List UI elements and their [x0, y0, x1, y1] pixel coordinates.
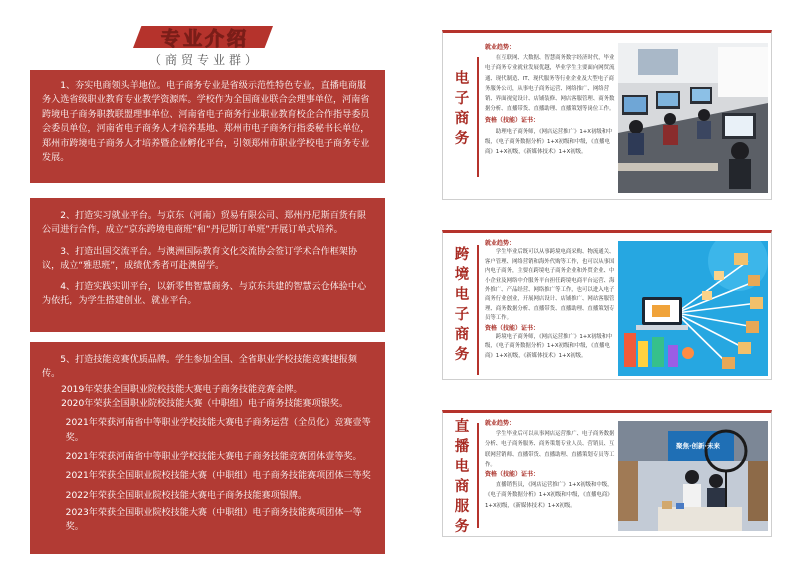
- major-card-cross-border: [442, 230, 772, 380]
- award-item: 2022年荣获全国职业院校技能大赛电子商务技能赛项银牌。: [65, 490, 308, 501]
- job-heading: 就业趋势：: [485, 420, 516, 427]
- cert-heading: 资格（技能）证书：: [485, 324, 540, 332]
- platform-paragraph: 4、打造实践实训平台，以新零售智慧商务、与京东共建的智慧云仓体验中心为依托，为学生搭建创业、就业平台。: [42, 281, 367, 307]
- global-trade-illustration: [618, 241, 768, 376]
- job-heading: 就业趋势：: [485, 44, 516, 51]
- classroom-photo: [618, 43, 768, 193]
- section-header: [125, 24, 285, 74]
- competition-intro: 5、打造技能竞赛优质品牌。学生参加全国、全省职业学校技能竞赛捷报频传。: [42, 355, 357, 380]
- job-heading: 就业趋势：: [485, 240, 516, 247]
- award-item: 2021年荣获全国职业院校技能大赛（中职组）电子商务技能赛项团体三等奖: [65, 471, 371, 482]
- card-title: 跨境电子商务: [454, 246, 470, 363]
- platform-paragraph: 3、打造出国交流平台。与澳洲国际教育文化交流协会签订学术合作框架协议，成立“雅思班”，成绩优秀者可赴澳留学。: [42, 246, 357, 272]
- banner-sign-text: 聚焦·创新·未来: [676, 442, 720, 450]
- job-text: 在互联网、大数据、智慧商务数字经济时代，毕业电子商务专业就业发展优越，毕业学生主要面向网贸流通、现代制造、IT、现代服务等行业企业及大型电子商务服务公司，从事电子商务运营、网络推广、网络营销、界面视觉设计、店铺装修、网店客服管理、商务数据分析、直播带货、直播助理、直播策划等岗位工作。: [485, 55, 615, 113]
- award-item: 2019年荣获全国职业院校技能大赛电子商务技能竞赛金牌。: [61, 384, 303, 395]
- award-item: 2020年荣获全国职业院校技能大赛（中职组）电子商务技能赛项银奖。: [61, 399, 348, 410]
- card-divider: [477, 57, 479, 177]
- platform-paragraph: 2、打造实习就业平台。与京东（河南）贸易有限公司、郑州丹尼斯百货有限公司进行合作，成立“京东跨境电商班”和“丹尼斯订单班”开展订单式培养。: [42, 211, 367, 236]
- page-title: 专业介绍: [160, 28, 249, 50]
- card-title: 电子商务: [454, 70, 470, 147]
- card-text: [485, 239, 615, 361]
- intro-paragraph: 1、夯实电商领头羊地位。电子商务专业是省级示范性特色专业，直播电商服务入选省级职业教育专业教学资源库。学校作为全国商业联合会理事单位，河南省跨境电子商务职教联盟理事单位、河南省电子商务行业职业教育校企合作指导委员会委员单位，河南省电子商务人才培养基地、郑州市电子商务行指委秘书长单位，郑州市跨境电子商务人才培养暨企业孵化平台，引领郑州市职业学校电子商务专业发展。: [42, 81, 370, 164]
- job-text: 学生毕业后既可以从事跨境电商采购、物流通关、客户管理、网络营销和海外代购等工作，也可以从事国内电子商务，主要在跨境电子商务企业和外贸企业、中小企业及网络中介服务平台担任跨境电商平台运营、海外推广、产品经营、网络推广等工作，也可以进入电子商务行业创业，开展网店设计、店铺推广、网站客服管理、商务数据分析、直播带货、直播助理、直播策划专员等工作。: [485, 249, 615, 322]
- card-divider: [477, 423, 479, 528]
- cert-text: 直播销售员，《网店运营推广》1+X初级和中级，《电子商务数据分析》1+X初级和中级，《直播电商》1+X初级，《新媒体技术》1+X初级。: [485, 482, 613, 509]
- award-item: 2021年荣获河南省中等职业学校技能大赛电子商务技能竞赛团体壹等奖。: [65, 452, 362, 462]
- page-subtitle: （商贸专业群）: [148, 53, 261, 67]
- job-text: 学生毕业后可以从事网店运营推广、电子商务数据分析、电子商务服务、商务策划专业人员、营销员、互联网营销师、直播带货、直播助理、直播策划专员等工作。: [485, 431, 615, 468]
- cert-heading: 资格（技能）证书：: [485, 117, 540, 125]
- intro-panel-2: [30, 198, 385, 332]
- major-card-live-commerce: [442, 410, 772, 537]
- cert-text: 助理电子商务师，《网店运营推广》1+X初级和中级，《电子商务数据分析》1+X初级和中级，《直播电商》1+X初级，《新媒体技术》1+X初级。: [485, 128, 613, 156]
- cert-heading: 资格（技能）证书：: [485, 471, 540, 479]
- award-item: 2021年荣获河南省中等职业学校技能大赛电子商务运营（全员化）竞赛壹等奖。: [65, 418, 371, 443]
- live-stream-photo: [618, 421, 768, 531]
- intro-panel-1: [30, 70, 385, 183]
- major-card-ecommerce: [442, 30, 772, 200]
- card-text: [485, 419, 615, 511]
- cert-text: 跨境电子商务师，《网店运营推广》1+X初级和中级，《电子商务数据分析》1+X初级和中级，《直播电商》1+X初级，《新媒体技术》1+X初级。: [485, 334, 613, 359]
- card-text: [485, 43, 615, 157]
- intro-panel-3: [30, 342, 385, 554]
- card-title: 直播电商服务: [454, 418, 470, 535]
- card-divider: [477, 245, 479, 375]
- award-item: 2023年荣获全国职业院校技能大赛（中职组）电子商务技能赛项团体一等奖。: [65, 507, 362, 533]
